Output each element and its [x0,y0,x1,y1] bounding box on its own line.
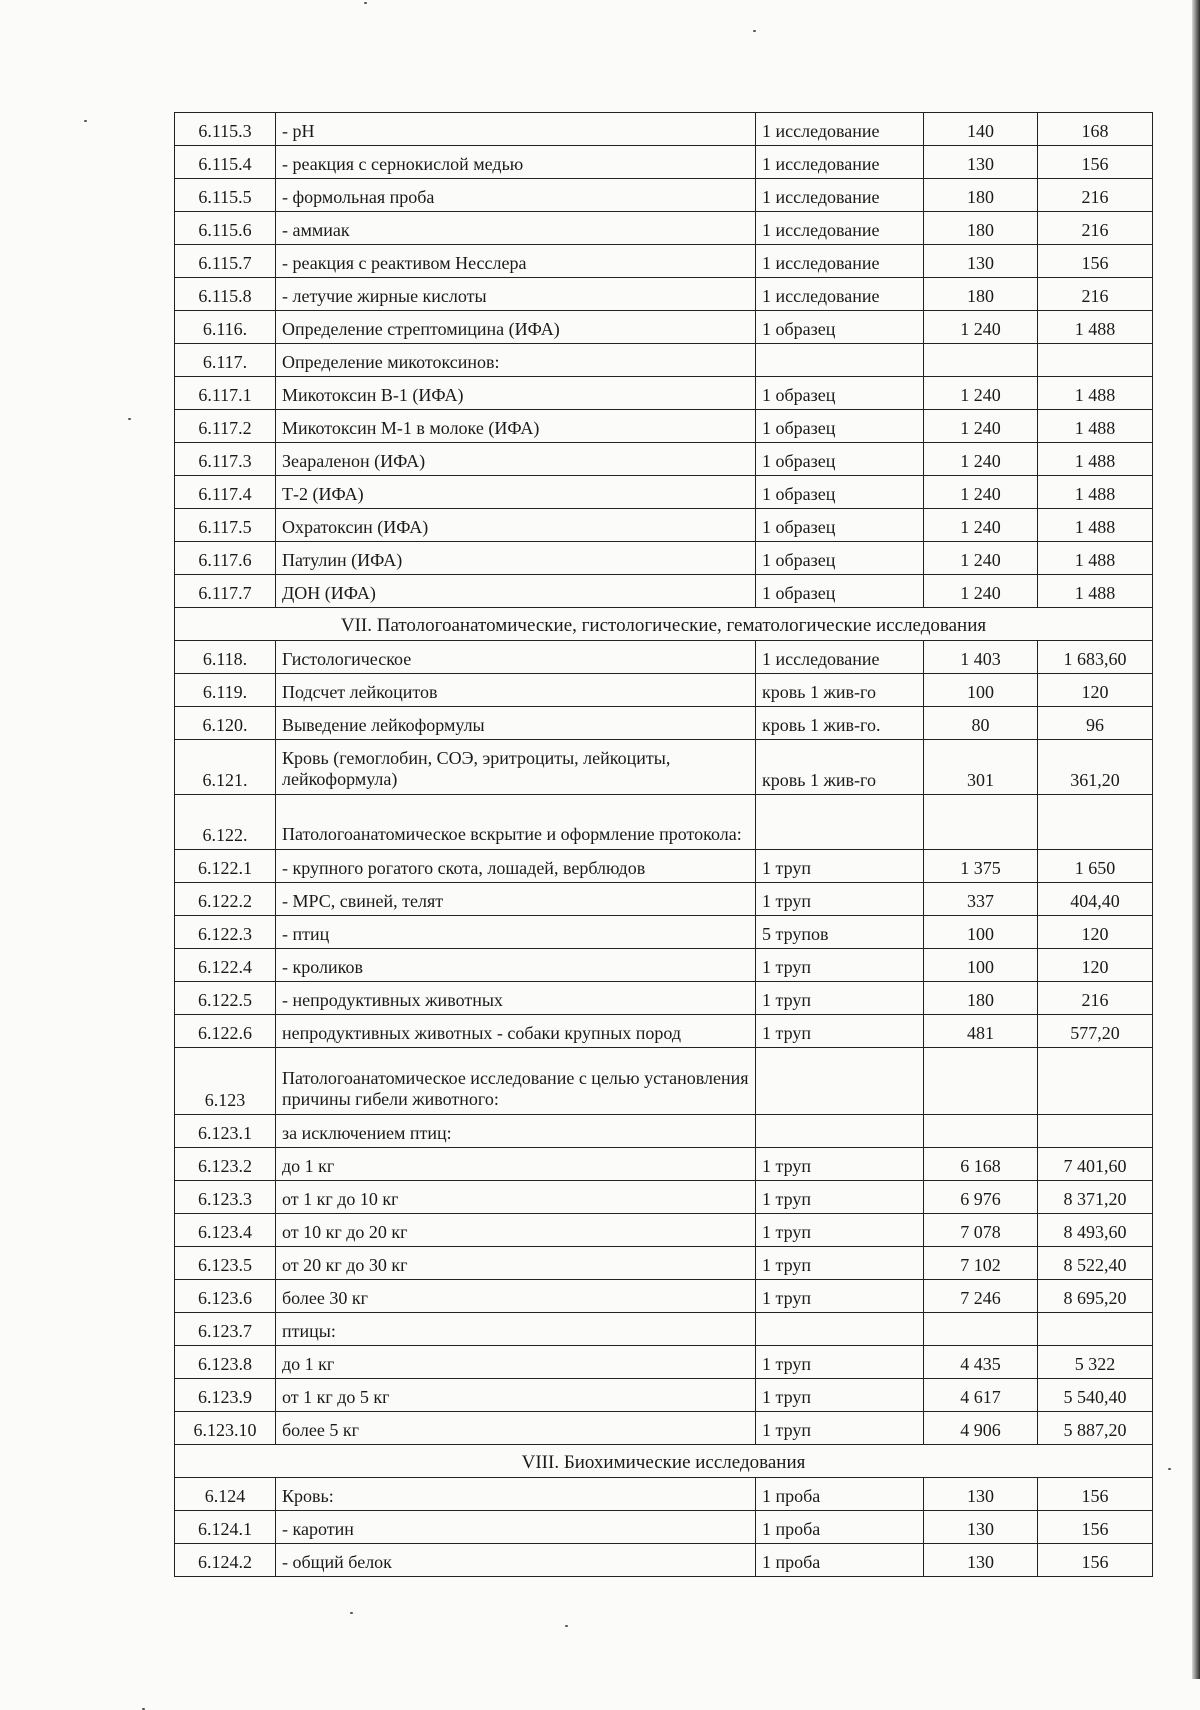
table-row [175,245,1153,278]
item-code-cell: 6.123 [175,1048,276,1115]
price-cell: 1 240 [924,443,1038,476]
price-cell: 1 240 [924,542,1038,575]
table-row [175,575,1153,608]
table-row [175,982,1153,1015]
unit-cell: 1 проба [756,1478,924,1511]
price-cell: 100 [924,674,1038,707]
item-code-cell: 6.123.6 [175,1280,276,1313]
table-row [175,707,1153,740]
unit-cell: 1 образец [756,377,924,410]
price-with-vat-cell: 96 [1038,707,1153,740]
item-code-cell: 6.123.1 [175,1115,276,1148]
unit-cell: 1 проба [756,1511,924,1544]
price-with-vat-cell: 216 [1038,179,1153,212]
price-cell: 130 [924,245,1038,278]
price-with-vat-cell: 8 695,20 [1038,1280,1153,1313]
item-name-cell: ДОН (ИФА) [276,575,756,608]
price-with-vat-cell: 8 522,40 [1038,1247,1153,1280]
price-cell: 130 [924,1511,1038,1544]
scan-speck [128,418,131,420]
unit-cell: 1 образец [756,443,924,476]
item-code-cell: 6.117.3 [175,443,276,476]
price-with-vat-cell: 156 [1038,245,1153,278]
price-cell: 7 246 [924,1280,1038,1313]
unit-cell: 1 образец [756,542,924,575]
unit-cell [756,795,924,850]
table-row [175,344,1153,377]
item-name-cell: птицы: [276,1313,756,1346]
table-row [175,1048,1153,1115]
item-code-cell: 6.122.3 [175,916,276,949]
unit-cell: 1 труп [756,982,924,1015]
price-cell: 80 [924,707,1038,740]
price-cell: 4 906 [924,1412,1038,1445]
item-name-cell: более 5 кг [276,1412,756,1445]
price-with-vat-cell [1038,1048,1153,1115]
unit-cell: 1 труп [756,1148,924,1181]
table-row [175,1247,1153,1280]
price-with-vat-cell: 8 493,60 [1038,1214,1153,1247]
price-cell: 180 [924,212,1038,245]
item-code-cell: 6.116. [175,311,276,344]
table-row [175,850,1153,883]
table-row [175,1214,1153,1247]
unit-cell: 1 исследование [756,179,924,212]
price-cell: 7 102 [924,1247,1038,1280]
table-row [175,795,1153,850]
price-with-vat-cell: 156 [1038,1511,1153,1544]
table-row [175,113,1153,146]
item-code-cell: 6.122.1 [175,850,276,883]
item-code-cell: 6.124.2 [175,1544,276,1577]
item-name-cell: до 1 кг [276,1148,756,1181]
unit-cell [756,344,924,377]
item-code-cell: 6.117.2 [175,410,276,443]
price-with-vat-cell: 5 887,20 [1038,1412,1153,1445]
item-name-cell: Микотоксин В-1 (ИФА) [276,377,756,410]
price-with-vat-cell: 1 488 [1038,410,1153,443]
unit-cell [756,1115,924,1148]
price-cell [924,795,1038,850]
item-name-cell: от 1 кг до 5 кг [276,1379,756,1412]
unit-cell: 1 исследование [756,278,924,311]
item-name-cell: - общий белок [276,1544,756,1577]
price-with-vat-cell: 1 650 [1038,850,1153,883]
unit-cell: 1 труп [756,883,924,916]
item-code-cell: 6.122. [175,795,276,850]
price-with-vat-cell: 156 [1038,1478,1153,1511]
price-with-vat-cell: 120 [1038,674,1153,707]
price-cell: 100 [924,916,1038,949]
price-cell: 6 976 [924,1181,1038,1214]
item-name-cell: за исключением птиц: [276,1115,756,1148]
price-cell: 1 240 [924,509,1038,542]
item-name-cell: Т-2 (ИФА) [276,476,756,509]
unit-cell: 1 проба [756,1544,924,1577]
unit-cell: кровь 1 жив-го [756,674,924,707]
unit-cell: 1 труп [756,1346,924,1379]
table-row [175,443,1153,476]
unit-cell: кровь 1 жив-го [756,740,924,795]
table-row [175,476,1153,509]
price-with-vat-cell: 1 488 [1038,542,1153,575]
price-with-vat-cell: 404,40 [1038,883,1153,916]
price-cell: 4 617 [924,1379,1038,1412]
price-cell: 6 168 [924,1148,1038,1181]
item-name-cell: Патулин (ИФА) [276,542,756,575]
price-cell [924,344,1038,377]
price-cell [924,1048,1038,1115]
table-row [175,916,1153,949]
item-code-cell: 6.115.8 [175,278,276,311]
scan-edge-shadow [1192,0,1200,1679]
price-cell: 1 240 [924,410,1038,443]
price-cell: 140 [924,113,1038,146]
item-code-cell: 6.122.4 [175,949,276,982]
price-cell: 130 [924,1478,1038,1511]
item-code-cell: 6.115.3 [175,113,276,146]
table-row [175,278,1153,311]
scan-speck [364,2,367,4]
item-name-cell: непродуктивных животных - собаки крупных пород [276,1015,756,1048]
item-name-cell: - МРС, свиней, телят [276,883,756,916]
unit-cell [756,1048,924,1115]
item-code-cell: 6.124 [175,1478,276,1511]
table-row [175,542,1153,575]
price-with-vat-cell [1038,795,1153,850]
unit-cell [756,1313,924,1346]
table-row [175,146,1153,179]
item-code-cell: 6.115.5 [175,179,276,212]
unit-cell: 1 труп [756,1412,924,1445]
scan-speck [753,30,756,32]
price-cell [924,1313,1038,1346]
price-cell: 180 [924,179,1038,212]
section-title: VIII. Биохимические исследования [175,1445,1153,1478]
price-cell: 1 240 [924,311,1038,344]
item-name-cell: Кровь (гемоглобин, СОЭ, эритроциты, лейкоциты, лейкоформула) [276,740,756,795]
price-cell: 1 375 [924,850,1038,883]
table-row [175,311,1153,344]
table-row [175,949,1153,982]
item-name-cell: Определение микотоксинов: [276,344,756,377]
price-with-vat-cell: 1 488 [1038,575,1153,608]
price-cell: 7 078 [924,1214,1038,1247]
price-with-vat-cell: 216 [1038,982,1153,1015]
price-cell: 100 [924,949,1038,982]
item-code-cell: 6.117.4 [175,476,276,509]
item-name-cell: Патологоанатомическое вскрытие и оформление протокола: [276,795,756,850]
price-with-vat-cell: 1 488 [1038,443,1153,476]
price-cell: 130 [924,1544,1038,1577]
table-row [175,1148,1153,1181]
unit-cell: 1 исследование [756,212,924,245]
table-row [175,1478,1153,1511]
item-name-cell: - летучие жирные кислоты [276,278,756,311]
table-row [175,1412,1153,1445]
unit-cell: 1 исследование [756,146,924,179]
item-code-cell: 6.123.5 [175,1247,276,1280]
price-table-body [175,113,1153,1577]
item-code-cell: 6.122.6 [175,1015,276,1048]
item-name-cell: Подсчет лейкоцитов [276,674,756,707]
item-code-cell: 6.117.1 [175,377,276,410]
item-name-cell: от 1 кг до 10 кг [276,1181,756,1214]
item-code-cell: 6.119. [175,674,276,707]
price-cell: 1 240 [924,575,1038,608]
item-name-cell: - аммиак [276,212,756,245]
price-with-vat-cell: 120 [1038,949,1153,982]
price-cell [924,1115,1038,1148]
price-with-vat-cell: 5 540,40 [1038,1379,1153,1412]
item-code-cell: 6.117.6 [175,542,276,575]
price-with-vat-cell [1038,344,1153,377]
item-name-cell: более 30 кг [276,1280,756,1313]
item-code-cell: 6.122.2 [175,883,276,916]
item-name-cell: Зеараленон (ИФА) [276,443,756,476]
unit-cell: 1 труп [756,1015,924,1048]
price-with-vat-cell: 1 488 [1038,476,1153,509]
section-header-row [175,1445,1153,1478]
table-row [175,509,1153,542]
unit-cell: 1 исследование [756,245,924,278]
table-row [175,410,1153,443]
scan-speck [84,120,87,122]
unit-cell: 1 труп [756,850,924,883]
item-code-cell: 6.117.5 [175,509,276,542]
item-code-cell: 6.118. [175,641,276,674]
price-with-vat-cell: 216 [1038,212,1153,245]
item-name-cell: - реакция с сернокислой медью [276,146,756,179]
item-code-cell: 6.115.6 [175,212,276,245]
unit-cell: 1 труп [756,1181,924,1214]
item-name-cell: - pH [276,113,756,146]
item-code-cell: 6.123.9 [175,1379,276,1412]
price-with-vat-cell: 1 488 [1038,377,1153,410]
table-row [175,883,1153,916]
item-code-cell: 6.117.7 [175,575,276,608]
table-row [175,1015,1153,1048]
item-code-cell: 6.121. [175,740,276,795]
item-code-cell: 6.124.1 [175,1511,276,1544]
item-name-cell: Выведение лейкоформулы [276,707,756,740]
item-name-cell: от 10 кг до 20 кг [276,1214,756,1247]
unit-cell: 1 труп [756,1247,924,1280]
unit-cell: 1 образец [756,476,924,509]
item-name-cell: - непродуктивных животных [276,982,756,1015]
item-name-cell: - каротин [276,1511,756,1544]
price-with-vat-cell: 7 401,60 [1038,1148,1153,1181]
table-row [175,1379,1153,1412]
price-with-vat-cell: 1 488 [1038,311,1153,344]
price-cell: 180 [924,982,1038,1015]
price-cell: 481 [924,1015,1038,1048]
price-cell: 130 [924,146,1038,179]
item-name-cell: Охратоксин (ИФА) [276,509,756,542]
table-row [175,1280,1153,1313]
unit-cell: 1 труп [756,1280,924,1313]
table-row [175,674,1153,707]
item-name-cell: Микотоксин М-1 в молоке (ИФА) [276,410,756,443]
item-code-cell: 6.120. [175,707,276,740]
unit-cell: 5 трупов [756,916,924,949]
table-row [175,179,1153,212]
price-with-vat-cell [1038,1115,1153,1148]
price-with-vat-cell [1038,1313,1153,1346]
price-table [174,112,1153,1577]
price-with-vat-cell: 156 [1038,146,1153,179]
price-with-vat-cell: 5 322 [1038,1346,1153,1379]
item-name-cell: - формольная проба [276,179,756,212]
table-row [175,1511,1153,1544]
item-code-cell: 6.115.7 [175,245,276,278]
table-row [175,1346,1153,1379]
unit-cell: 1 труп [756,949,924,982]
item-name-cell: Определение стрептомицина (ИФА) [276,311,756,344]
price-cell: 1 240 [924,377,1038,410]
item-code-cell: 6.123.4 [175,1214,276,1247]
item-code-cell: 6.122.5 [175,982,276,1015]
item-name-cell: - кроликов [276,949,756,982]
price-with-vat-cell: 361,20 [1038,740,1153,795]
table-row [175,1544,1153,1577]
item-name-cell: Кровь: [276,1478,756,1511]
table-row [175,740,1153,795]
item-name-cell: - крупного рогатого скота, лошадей, верблюдов [276,850,756,883]
price-with-vat-cell: 168 [1038,113,1153,146]
item-code-cell: 6.123.10 [175,1412,276,1445]
section-header-row [175,608,1153,641]
table-row [175,1313,1153,1346]
item-code-cell: 6.115.4 [175,146,276,179]
unit-cell: 1 образец [756,509,924,542]
unit-cell: 1 труп [756,1214,924,1247]
item-code-cell: 6.117. [175,344,276,377]
price-cell: 1 403 [924,641,1038,674]
item-code-cell: 6.123.2 [175,1148,276,1181]
item-name-cell: Гистологическое [276,641,756,674]
table-row [175,377,1153,410]
price-with-vat-cell: 120 [1038,916,1153,949]
unit-cell: 1 образец [756,575,924,608]
unit-cell: 1 труп [756,1379,924,1412]
price-cell: 337 [924,883,1038,916]
item-name-cell: до 1 кг [276,1346,756,1379]
item-name-cell: - реакция с реактивом Несслера [276,245,756,278]
item-name-cell: от 20 кг до 30 кг [276,1247,756,1280]
item-code-cell: 6.123.7 [175,1313,276,1346]
price-with-vat-cell: 1 488 [1038,509,1153,542]
item-name-cell: Патологоанатомическое исследование с целью установления причины гибели животного: [276,1048,756,1115]
unit-cell: кровь 1 жив-го. [756,707,924,740]
price-cell: 180 [924,278,1038,311]
scan-speck [565,1625,568,1627]
unit-cell: 1 исследование [756,641,924,674]
scan-speck [1168,1468,1171,1470]
price-with-vat-cell: 577,20 [1038,1015,1153,1048]
price-cell: 1 240 [924,476,1038,509]
table-row [175,1181,1153,1214]
price-with-vat-cell: 156 [1038,1544,1153,1577]
table-row [175,1115,1153,1148]
unit-cell: 1 образец [756,410,924,443]
item-code-cell: 6.123.8 [175,1346,276,1379]
unit-cell: 1 образец [756,311,924,344]
price-with-vat-cell: 216 [1038,278,1153,311]
item-name-cell: - птиц [276,916,756,949]
unit-cell: 1 исследование [756,113,924,146]
price-cell: 301 [924,740,1038,795]
section-title: VII. Патологоанатомические, гистологические, гематологические исследования [175,608,1153,641]
table-row [175,641,1153,674]
scan-speck [350,1612,353,1614]
price-with-vat-cell: 8 371,20 [1038,1181,1153,1214]
price-with-vat-cell: 1 683,60 [1038,641,1153,674]
price-cell: 4 435 [924,1346,1038,1379]
table-row [175,212,1153,245]
item-code-cell: 6.123.3 [175,1181,276,1214]
